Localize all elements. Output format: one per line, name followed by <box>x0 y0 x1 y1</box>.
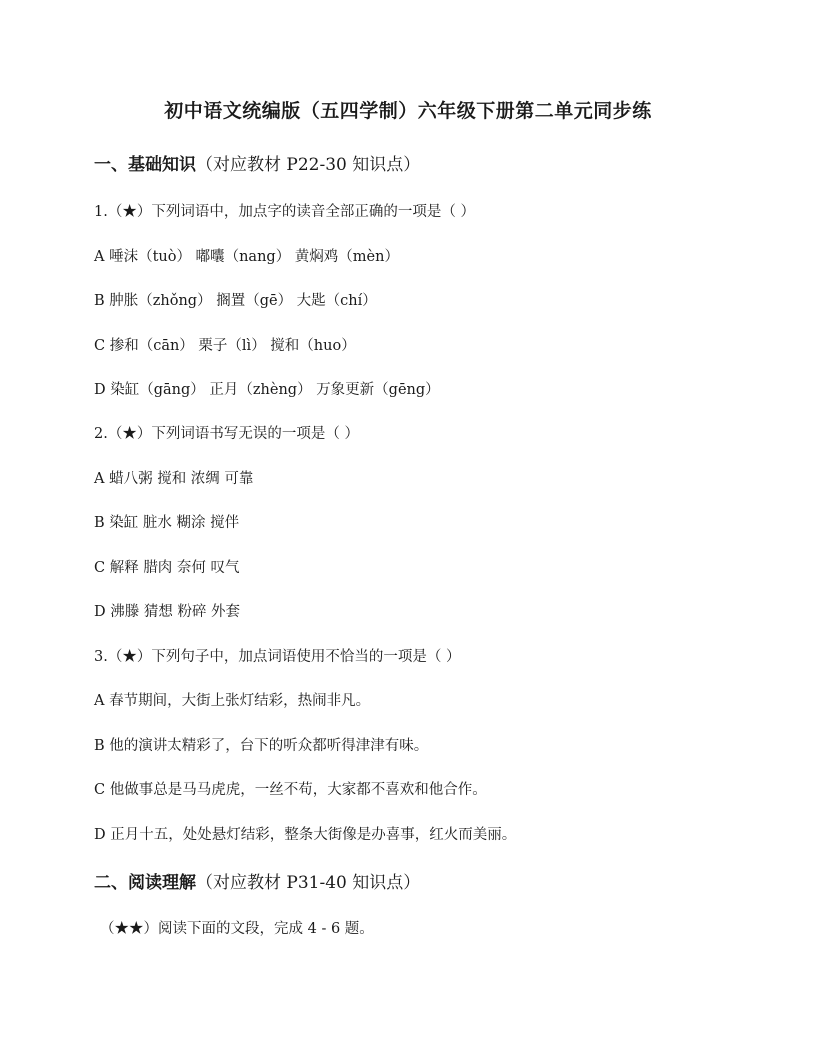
section-note: （对应教材 P31-40 知识点） <box>196 873 421 893</box>
section-heading-reading <box>94 868 420 893</box>
question-2-option-a: A 蜡八粥 搅和 浓绸 可靠 <box>94 471 254 487</box>
section-title: 二、阅读理解 <box>94 873 196 893</box>
question-2-option-b: B 染缸 脏水 糊涂 搅伴 <box>94 515 240 531</box>
question-3-option-d: D 正月十五，处处悬灯结彩，整条大街像是办喜事，红火而美丽。 <box>94 827 517 843</box>
question-3-option-b: B 他的演讲太精彩了，台下的听众都听得津津有味。 <box>94 738 429 754</box>
section-note: （对应教材 P22-30 知识点） <box>196 155 421 175</box>
section-title: 一、基础知识 <box>94 155 196 175</box>
question-3-stem: 3.（★）下列句子中，加点词语使用不恰当的一项是（ ） <box>94 649 461 665</box>
question-1-option-c: C 掺和（cān） 栗子（lì） 搅和（huo） <box>94 338 356 354</box>
question-3-option-a: A 春节期间，大街上张灯结彩，热闹非凡。 <box>94 693 371 709</box>
question-1-option-d: D 染缸（gāng） 正月（zhèng） 万象更新（gēng） <box>94 382 440 398</box>
question-1-option-a: A 唾沫（tuò） 嘟囔（nang） 黄焖鸡（mèn） <box>94 249 399 265</box>
question-3-option-c: C 他做事总是马马虎虎，一丝不苟，大家都不喜欢和他合作。 <box>94 782 487 798</box>
question-2-stem: 2.（★）下列词语书写无误的一项是（ ） <box>94 426 359 442</box>
question-2-option-d: D 沸滕 猜想 粉碎 外套 <box>94 604 241 620</box>
question-1-stem: 1.（★）下列词语中，加点字的读音全部正确的一项是（ ） <box>94 204 475 220</box>
reading-intro: （★★）阅读下面的文段，完成 4 - 6 题。 <box>100 921 374 937</box>
question-1-option-b: B 肿胀（zhǒng） 搁置（gē） 大匙（chí） <box>94 293 377 309</box>
page-title: 初中语文统编版（五四学制）六年级下册第二单元同步练 <box>164 100 652 122</box>
section-heading-basics <box>94 150 420 175</box>
question-2-option-c: C 解释 腊肉 奈何 叹气 <box>94 560 240 576</box>
